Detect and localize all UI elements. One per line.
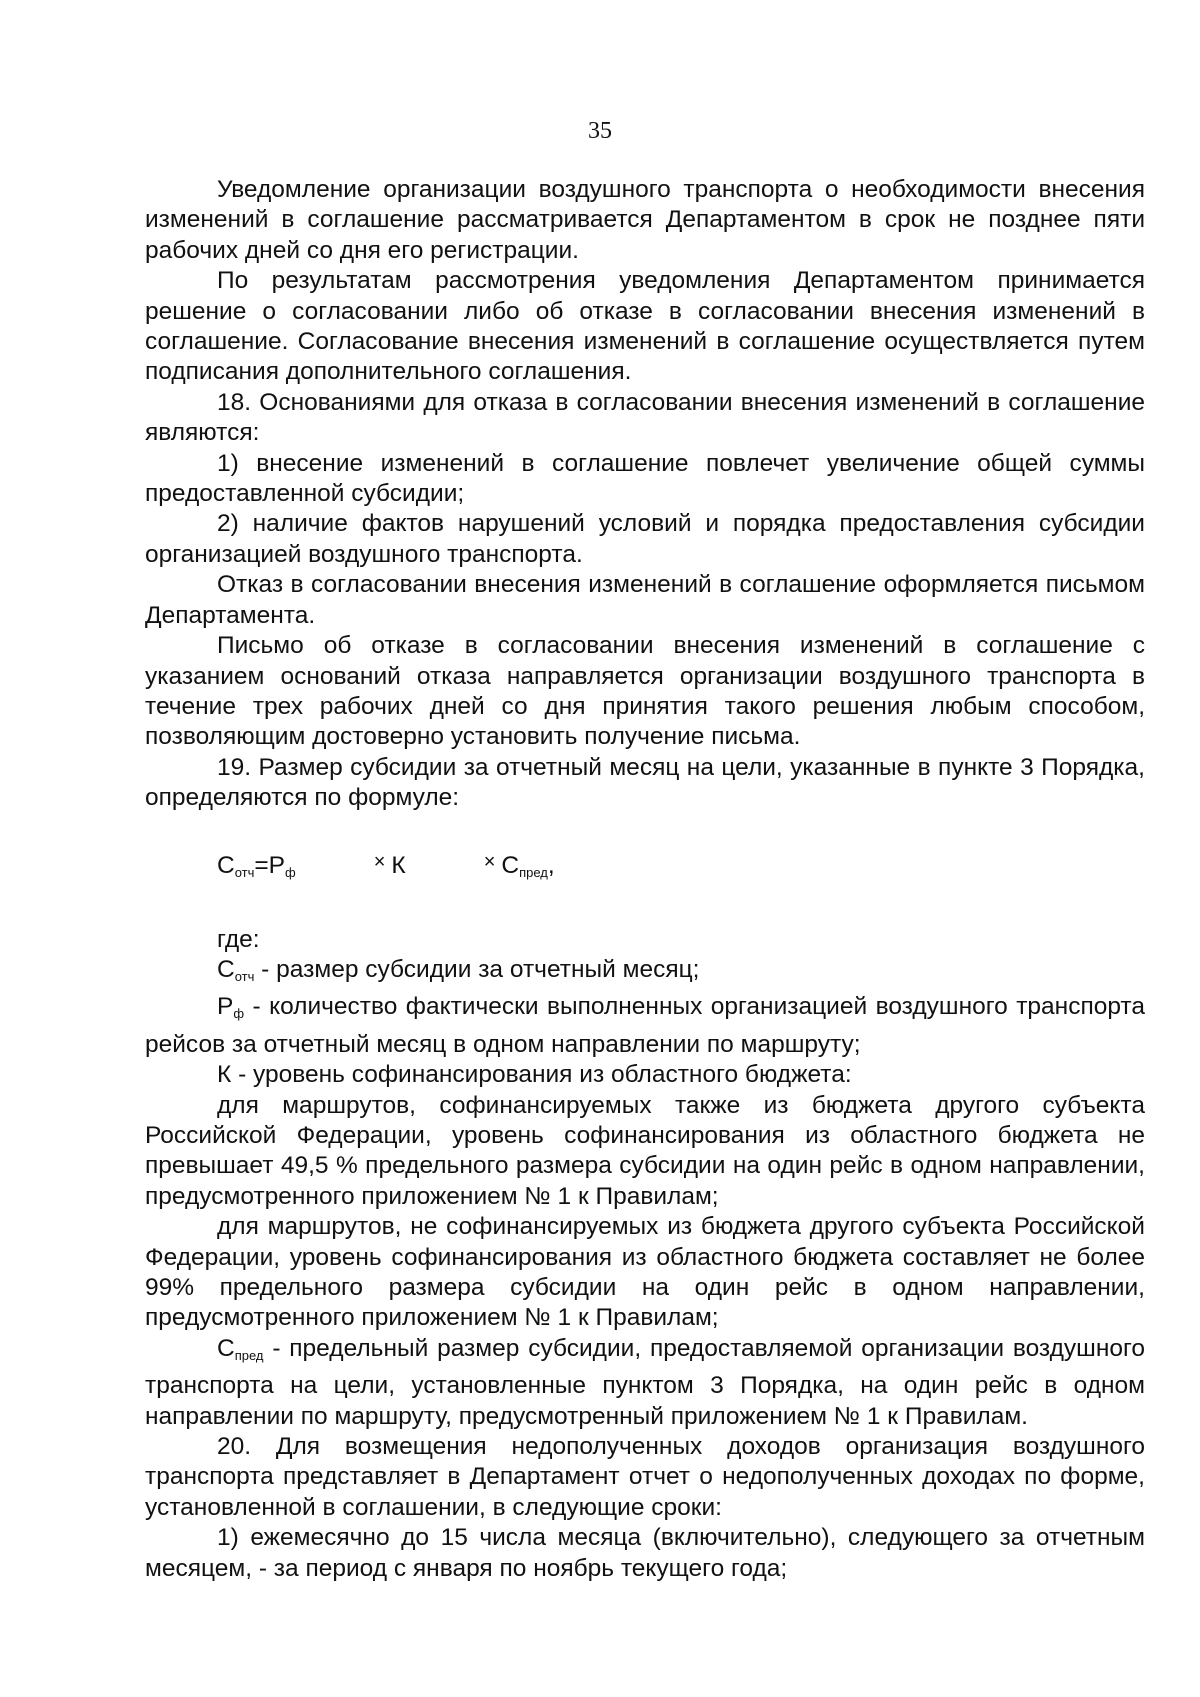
formula-symbol: =Р — [254, 851, 286, 879]
multiply-icon: × — [483, 850, 496, 873]
formula-symbol: С — [501, 851, 520, 879]
definition: К - уровень софинансирования из областного бюджета: — [217, 1061, 852, 1089]
formula-symbol: С — [217, 851, 235, 879]
definition-text: - предельный размер субсидии, предоставляемой организации воздушного транспорта на цели, установленные пунктом 3 Порядка, на один рейс в одном направлении по маршруту, предусмотренный приложением № 1 к Правилам. — [145, 1334, 1145, 1430]
formula-subscript: пред — [519, 864, 548, 880]
definition — [145, 1334, 1145, 1432]
multiply-icon: × — [373, 850, 386, 873]
formula-symbol: К — [391, 851, 406, 879]
definition-symbol: С — [217, 1334, 235, 1362]
paragraph: 2) наличие фактов нарушений условий и порядка предоставления субсидии организацией воздушного транспорта. — [145, 510, 1145, 568]
paragraph: для маршрутов, не софинансируемых из бюджета другого субъекта Российской Федерации, уровень софинансирования из областного бюджета составляет не более 99% предельного размера субсидии на один рейс в одном направлении, предусмотренного приложением № 1 к Правилам; — [145, 1213, 1145, 1332]
paragraph: 20. Для возмещения недополученных доходов организация воздушного транспорта представляет в Департамент отчет о недополученных доходах по форме, установленной в соглашении, в следующие сроки: — [145, 1433, 1145, 1521]
document-body — [145, 175, 1145, 1584]
paragraph: По результатам рассмотрения уведомления Департаментом принимается решение о согласовании либо об отказе в согласовании внесения изменений в соглашение. Согласование внесения изменений в соглашение осуществляется путем подписания дополнительного соглашения. — [145, 267, 1145, 386]
paragraph: 1) ежемесячно до 15 числа месяца (включительно), следующего за отчетным месяцем, - за период с января по ноябрь текущего года; — [145, 1524, 1145, 1582]
definition-subscript: ф — [233, 1006, 245, 1022]
formula-symbol: , — [547, 851, 555, 879]
definition-text: - размер субсидии за отчетный месяц; — [254, 955, 700, 983]
definition-symbol: Р — [217, 993, 234, 1021]
paragraph: 19. Размер субсидии за отчетный месяц на цели, указанные в пункте 3 Порядка, определяются по формуле: — [145, 753, 1145, 812]
definition-subscript: пред — [234, 1347, 264, 1363]
paragraph: Уведомление организации воздушного транспорта о необходимости внесения изменений в соглашение рассматривается Департаментом в срок не позднее пяти рабочих дней со дня его регистрации. — [145, 176, 1145, 264]
formula-subscript: ф — [285, 864, 296, 880]
paragraph: 18. Основаниями для отказа в согласовании внесения изменений в соглашение являются: — [145, 388, 1145, 447]
where-label: где: — [217, 925, 260, 953]
definition — [145, 955, 1145, 992]
definition-text: - количество фактически выполненных организацией воздушного транспорта рейсов за отчетный месяц в одном направлении по маршруту; — [145, 993, 1145, 1058]
definition — [145, 992, 1145, 1060]
definition-subscript: отч — [234, 968, 255, 984]
paragraph: для маршрутов, софинансируемых также из бюджета другого субъекта Российской Федерации, уровень софинансирования из областного бюджета не превышает 49,5 % предельного размера субсидии на один рейс в одном направлении, предусмотренного приложением № 1 к Правилам; — [145, 1091, 1145, 1210]
formula — [145, 814, 1145, 925]
definition-symbol: С — [217, 955, 235, 983]
paragraph: 1) внесение изменений в соглашение повлечет увеличение общей суммы предоставленной субсидии; — [145, 449, 1145, 508]
page-number: 35 — [588, 118, 612, 144]
paragraph: Отказ в согласовании внесения изменений в соглашение оформляется письмом Департамента. — [145, 571, 1145, 629]
paragraph: Письмо об отказе в согласовании внесения изменений в соглашение с указанием оснований отказа направляется организации воздушного транспорта в течение трех рабочих дней со дня принятия такого решения любым способом, позволяющим достоверно установить получение письма. — [145, 632, 1145, 751]
formula-subscript: отч — [234, 864, 255, 880]
